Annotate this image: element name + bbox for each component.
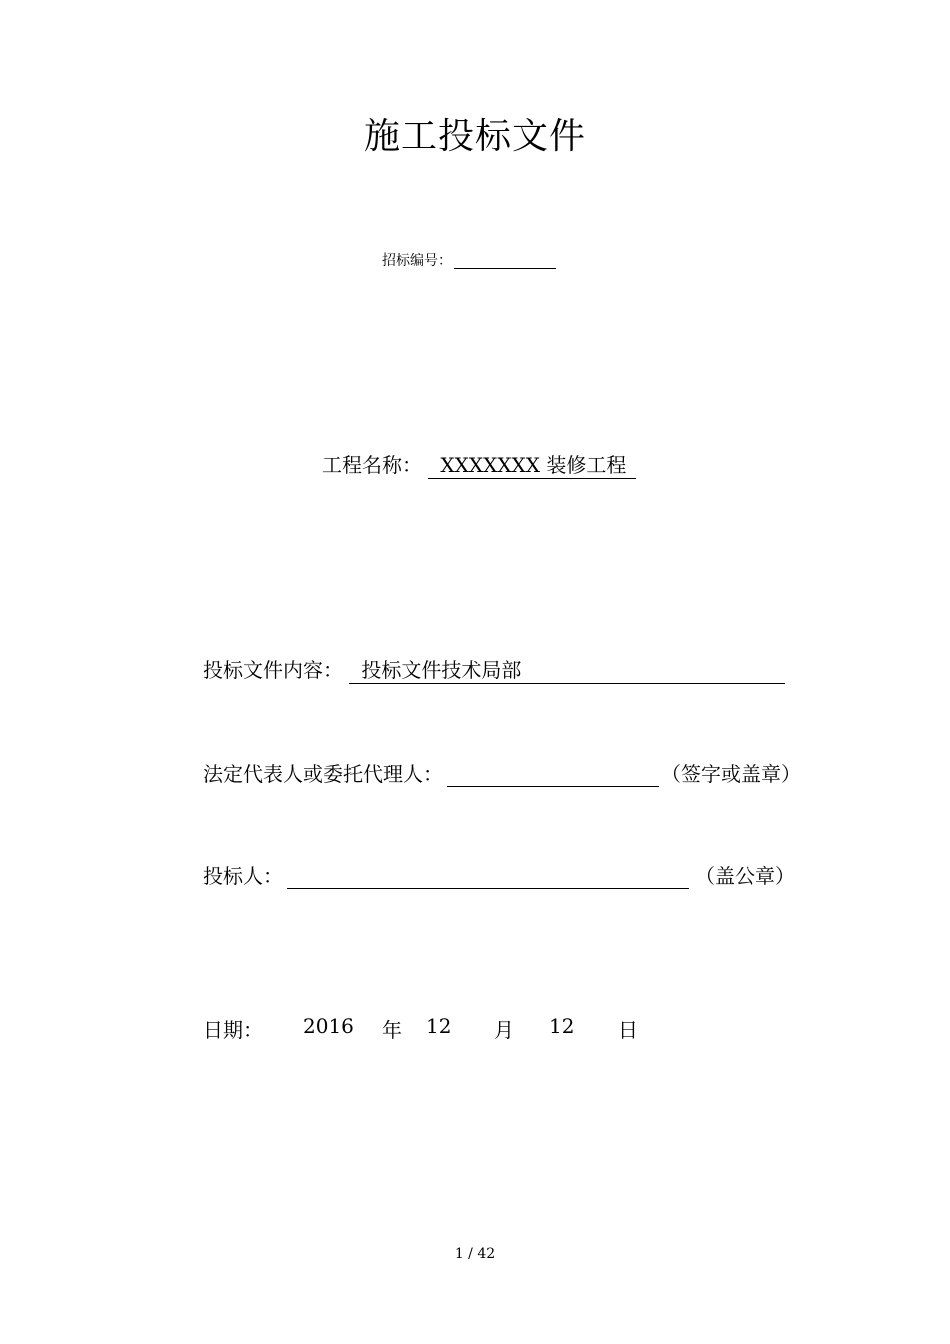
bid-number-blank	[454, 268, 556, 269]
date-month-unit: 月	[494, 1018, 514, 1042]
date-day-unit: 日	[618, 1018, 638, 1042]
bid-content-row	[203, 654, 785, 684]
date-month: 12	[426, 1014, 452, 1038]
legal-representative-blank	[447, 760, 659, 787]
legal-representative-label: 法定代表人或委托代理人：	[203, 762, 443, 786]
date-day: 12	[549, 1014, 575, 1038]
bid-content-value: 投标文件技术局部	[349, 657, 785, 684]
date-label: 日期：	[203, 1018, 263, 1042]
bidder-row	[203, 860, 795, 889]
bid-number-label: 招标编号：	[382, 253, 452, 269]
bid-content-label: 投标文件内容：	[203, 658, 343, 682]
project-name-row	[322, 449, 636, 479]
legal-representative-note: （签字或盖章）	[661, 762, 801, 786]
legal-representative-row	[203, 758, 801, 787]
page-indicator: 1 / 42	[454, 1246, 496, 1262]
date-year: 2016	[303, 1014, 354, 1038]
document-title: 施工投标文件	[363, 116, 586, 157]
bidder-note: （盖公章）	[695, 864, 795, 888]
date-year-unit: 年	[382, 1018, 402, 1042]
bidder-blank	[287, 862, 689, 889]
project-name-value: XXXXXXX 装修工程	[428, 452, 636, 479]
bid-number-row	[382, 250, 556, 270]
project-name-label: 工程名称：	[322, 453, 422, 477]
bidder-label: 投标人：	[203, 864, 283, 888]
